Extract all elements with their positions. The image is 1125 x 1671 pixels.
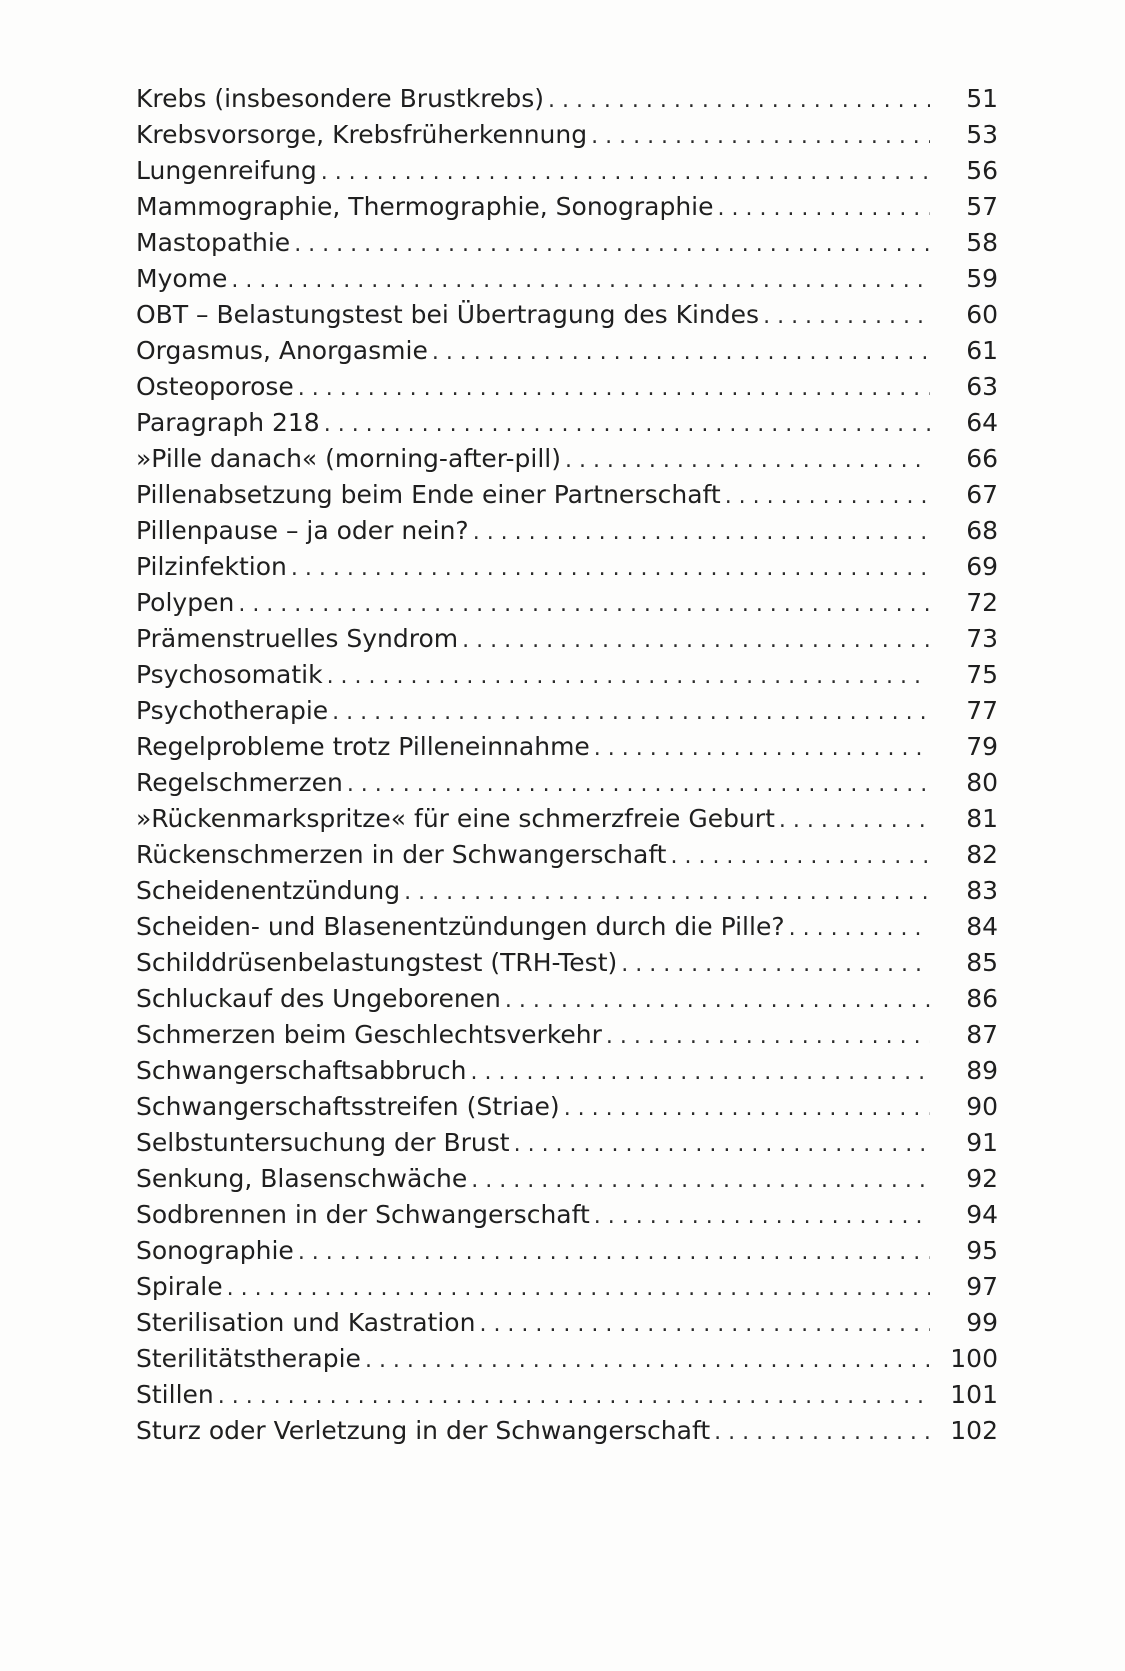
toc-entry-page: 67 <box>966 480 998 509</box>
dot-leader <box>327 664 930 689</box>
toc-entry-page: 72 <box>966 588 998 617</box>
toc-entry <box>136 768 998 804</box>
dot-leader <box>606 1024 930 1049</box>
toc-entry <box>136 336 998 372</box>
toc-entry <box>136 912 998 948</box>
toc-entry <box>136 84 998 120</box>
toc-entry-title: Orgasmus, Anorgasmie <box>136 336 428 365</box>
toc-entry-title: Sturz oder Verletzung in der Schwangerschaft <box>136 1416 711 1445</box>
toc-entry-page: 92 <box>966 1164 998 1193</box>
dot-leader <box>789 916 930 941</box>
toc-entry-title: Schilddrüsenbelastungstest (TRH-Test) <box>136 948 618 977</box>
toc-entry-page: 97 <box>966 1272 998 1301</box>
dot-leader <box>471 1168 930 1193</box>
toc-entry-title: Regelprobleme trotz Pilleneinnahme <box>136 732 590 761</box>
dot-leader <box>365 1348 930 1373</box>
toc-entry-title: Osteoporose <box>136 372 294 401</box>
toc-entry <box>136 660 998 696</box>
toc-entry-title: Schwangerschaftsabbruch <box>136 1056 467 1085</box>
toc-entry-page: 58 <box>966 228 998 257</box>
toc-entry-page: 91 <box>966 1128 998 1157</box>
dot-leader <box>462 628 930 653</box>
toc-entry-title: Krebsvorsorge, Krebsfrüherkennung <box>136 120 588 149</box>
toc-entry <box>136 840 998 876</box>
toc-entry-page: 81 <box>966 804 998 833</box>
toc-entry-page: 90 <box>966 1092 998 1121</box>
dot-leader <box>298 376 930 401</box>
toc-entry-title: Stillen <box>136 1380 214 1409</box>
toc-entry <box>136 552 998 588</box>
toc-entry-page: 68 <box>966 516 998 545</box>
toc-entry-title: Lungenreifung <box>136 156 317 185</box>
toc-entry-title: Mastopathie <box>136 228 291 257</box>
toc-entry-title: Selbstuntersuchung der Brust <box>136 1128 510 1157</box>
toc-entry-title: Sodbrennen in der Schwangerschaft <box>136 1200 590 1229</box>
dot-leader <box>565 448 930 473</box>
toc-entry <box>136 228 998 264</box>
toc-entry <box>136 948 998 984</box>
toc-entry <box>136 156 998 192</box>
dot-leader <box>231 268 930 293</box>
toc-entry <box>136 984 998 1020</box>
toc-entry-title: OBT – Belastungstest bei Übertragung des Kindes <box>136 300 760 329</box>
dot-leader <box>298 1240 930 1265</box>
toc-entry <box>136 1380 998 1416</box>
dot-leader <box>725 484 930 509</box>
dot-leader <box>670 844 930 869</box>
toc-entry-title: Myome <box>136 264 228 293</box>
dot-leader <box>763 304 930 329</box>
dot-leader <box>321 160 930 185</box>
dot-leader <box>432 340 930 365</box>
toc-entry-page: 69 <box>966 552 998 581</box>
dot-leader <box>714 1420 930 1445</box>
toc-entry-page: 95 <box>966 1236 998 1265</box>
toc-entry-page: 75 <box>966 660 998 689</box>
table-of-contents <box>136 84 998 1452</box>
dot-leader <box>621 952 930 977</box>
toc-entry <box>136 1020 998 1056</box>
toc-entry-title: Scheidenentzündung <box>136 876 401 905</box>
toc-entry <box>136 300 998 336</box>
toc-entry <box>136 1200 998 1236</box>
toc-entry <box>136 264 998 300</box>
toc-entry-title: Psychosomatik <box>136 660 323 689</box>
toc-entry <box>136 1236 998 1272</box>
toc-entry <box>136 588 998 624</box>
toc-entry-title: Spirale <box>136 1272 223 1301</box>
toc-entry <box>136 624 998 660</box>
toc-entry-title: Schmerzen beim Geschlechtsverkehr <box>136 1020 602 1049</box>
toc-entry-title: Sterilisation und Kastration <box>136 1308 476 1337</box>
toc-entry-page: 53 <box>966 120 998 149</box>
dot-leader <box>347 772 930 797</box>
dot-leader <box>291 556 930 581</box>
toc-entry-title: Mammographie, Thermographie, Sonographie <box>136 192 714 221</box>
toc-entry-page: 100 <box>950 1344 998 1373</box>
toc-entry <box>136 372 998 408</box>
toc-entry <box>136 120 998 156</box>
toc-entry-page: 73 <box>966 624 998 653</box>
toc-entry-title: Pilzinfektion <box>136 552 287 581</box>
toc-entry <box>136 1416 998 1452</box>
dot-leader <box>332 700 930 725</box>
toc-entry <box>136 732 998 768</box>
toc-entry-title: Rückenschmerzen in der Schwangerschaft <box>136 840 667 869</box>
dot-leader <box>218 1384 930 1409</box>
toc-entry-page: 82 <box>966 840 998 869</box>
dot-leader <box>324 412 930 437</box>
toc-entry-page: 64 <box>966 408 998 437</box>
toc-entry-title: Pillenabsetzung beim Ende einer Partnerschaft <box>136 480 721 509</box>
toc-entry-page: 80 <box>966 768 998 797</box>
toc-entry-page: 84 <box>966 912 998 941</box>
toc-entry-title: Paragraph 218 <box>136 408 320 437</box>
toc-entry-page: 99 <box>966 1308 998 1337</box>
dot-leader <box>479 1312 930 1337</box>
dot-leader <box>594 1204 930 1229</box>
dot-leader <box>564 1096 930 1121</box>
toc-entry <box>136 1092 998 1128</box>
toc-entry-page: 89 <box>966 1056 998 1085</box>
toc-entry-page: 94 <box>966 1200 998 1229</box>
toc-entry-title: Polypen <box>136 588 235 617</box>
dot-leader <box>505 988 930 1013</box>
toc-entry <box>136 408 998 444</box>
dot-leader <box>718 196 931 221</box>
toc-entry <box>136 444 998 480</box>
dot-leader <box>471 1060 931 1085</box>
toc-entry <box>136 480 998 516</box>
toc-entry <box>136 1344 998 1380</box>
toc-entry <box>136 1308 998 1344</box>
toc-entry <box>136 1272 998 1308</box>
toc-entry-page: 56 <box>966 156 998 185</box>
dot-leader <box>473 520 930 545</box>
toc-entry-title: Schluckauf des Ungeborenen <box>136 984 501 1013</box>
toc-entry-title: Psychotherapie <box>136 696 329 725</box>
toc-entry <box>136 516 998 552</box>
toc-entry-page: 85 <box>966 948 998 977</box>
dot-leader <box>227 1276 930 1301</box>
toc-entry-title: Sterilitätstherapie <box>136 1344 361 1373</box>
toc-entry-title: Pillenpause – ja oder nein? <box>136 516 469 545</box>
toc-entry-page: 79 <box>966 732 998 761</box>
toc-entry-title: Regelschmerzen <box>136 768 343 797</box>
toc-entry-page: 87 <box>966 1020 998 1049</box>
toc-entry-page: 51 <box>966 84 998 113</box>
toc-entry-title: »Pille danach« (morning-after-pill) <box>136 444 561 473</box>
toc-entry-title: Schwangerschaftsstreifen (Striae) <box>136 1092 560 1121</box>
toc-entry-page: 66 <box>966 444 998 473</box>
toc-entry-title: Prämenstruelles Syndrom <box>136 624 459 653</box>
dot-leader <box>238 592 930 617</box>
toc-entry-page: 102 <box>950 1416 998 1445</box>
toc-entry-page: 101 <box>950 1380 998 1409</box>
toc-entry-page: 60 <box>966 300 998 329</box>
toc-entry-title: »Rückenmarkspritze« für eine schmerzfreie Geburt <box>136 804 775 833</box>
toc-entry-title: Senkung, Blasenschwäche <box>136 1164 468 1193</box>
toc-entry-title: Krebs (insbesondere Brustkrebs) <box>136 84 544 113</box>
toc-entry <box>136 1164 998 1200</box>
toc-entry-page: 61 <box>966 336 998 365</box>
toc-entry-page: 83 <box>966 876 998 905</box>
dot-leader <box>594 736 930 761</box>
dot-leader <box>591 124 930 149</box>
toc-entry <box>136 192 998 228</box>
toc-entry-title: Sonographie <box>136 1236 294 1265</box>
toc-entry-page: 63 <box>966 372 998 401</box>
toc-entry <box>136 1128 998 1164</box>
dot-leader <box>779 808 930 833</box>
toc-entry <box>136 876 998 912</box>
toc-entry-page: 59 <box>966 264 998 293</box>
dot-leader <box>404 880 930 905</box>
dot-leader <box>514 1132 930 1157</box>
toc-entry <box>136 696 998 732</box>
dot-leader <box>294 232 930 257</box>
toc-entry-page: 57 <box>966 192 998 221</box>
dot-leader <box>548 88 930 113</box>
toc-entry <box>136 804 998 840</box>
toc-entry <box>136 1056 998 1092</box>
toc-entry-page: 77 <box>966 696 998 725</box>
toc-entry-title: Scheiden- und Blasenentzündungen durch die Pille? <box>136 912 785 941</box>
toc-entry-page: 86 <box>966 984 998 1013</box>
